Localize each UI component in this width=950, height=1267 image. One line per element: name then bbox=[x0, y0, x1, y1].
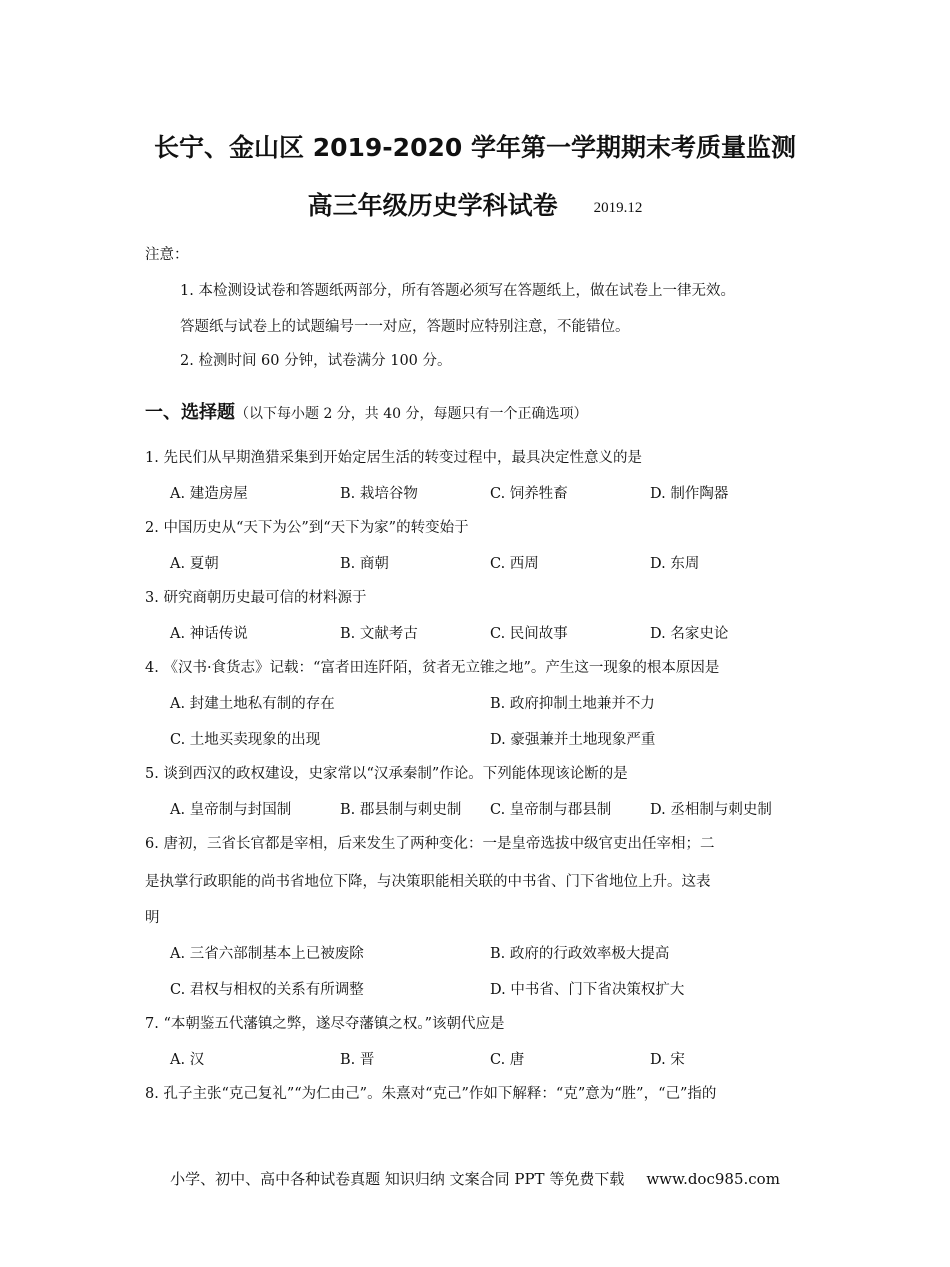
question-7-option-a: A. 汉 bbox=[170, 1052, 205, 1068]
question-1-option-c: C. 饲养牲畜 bbox=[490, 486, 568, 502]
question-5-stem: 5. 谈到西汉的政权建设，史家常以“汉承秦制”作论。下列能体现该论断的是 bbox=[145, 766, 628, 782]
question-6-stem-line-2: 是执掌行政职能的尚书省地位下降，与决策职能相关联的中书省、门下省地位上升。这表 bbox=[145, 874, 711, 890]
question-6-option-b: B. 政府的行政效率极大提高 bbox=[490, 946, 670, 962]
question-3-stem: 3. 研究商朝历史最可信的材料源于 bbox=[145, 590, 367, 606]
question-6-option-c: C. 君权与相权的关系有所调整 bbox=[170, 982, 364, 998]
question-5-option-a: A. 皇帝制与封国制 bbox=[170, 802, 292, 818]
question-7-option-c: C. 唐 bbox=[490, 1052, 525, 1068]
question-1-stem: 1. 先民们从早期渔猎采集到开始定居生活的转变过程中，最具决定性意义的是 bbox=[145, 450, 642, 466]
question-2-option-b: B. 商朝 bbox=[340, 556, 389, 572]
question-4-option-d: D. 豪强兼并土地现象严重 bbox=[490, 732, 656, 748]
section-title: 一、选择题 bbox=[145, 402, 235, 423]
question-5-option-d: D. 丞相制与刺史制 bbox=[650, 802, 772, 818]
question-6-option-d: D. 中书省、门下省决策权扩大 bbox=[490, 982, 685, 998]
question-5-option-b: B. 郡县制与刺史制 bbox=[340, 802, 462, 818]
question-1-option-b: B. 栽培谷物 bbox=[340, 486, 418, 502]
question-4-option-c: C. 土地买卖现象的出现 bbox=[170, 732, 321, 748]
question-4-option-a: A. 封建土地私有制的存在 bbox=[170, 696, 335, 712]
question-3-option-c: C. 民间故事 bbox=[490, 626, 568, 642]
section-heading bbox=[145, 398, 588, 424]
exam-subtitle bbox=[0, 186, 950, 222]
subject-title: 高三年级历史学科试卷 bbox=[307, 191, 558, 220]
question-1-option-a: A. 建造房屋 bbox=[170, 486, 248, 502]
page-footer bbox=[0, 1168, 950, 1189]
exam-title: 长宁、金山区 2019-2020 学年第一学期期末考质量监测 bbox=[154, 133, 796, 162]
section-note: （以下每小题 2 分，共 40 分，每题只有一个正确选项） bbox=[235, 406, 588, 422]
notice-item-1: 1. 本检测设试卷和答题纸两部分，所有答题必须写在答题纸上，做在试卷上一律无效。 bbox=[180, 283, 735, 299]
question-5-option-c: C. 皇帝制与郡县制 bbox=[490, 802, 612, 818]
footer-url: www.doc985.com bbox=[646, 1170, 780, 1188]
question-6-stem-line-3: 明 bbox=[145, 910, 160, 926]
footer-text: 小学、初中、高中各种试卷真题 知识归纳 文案合同 PPT 等免费下载 bbox=[170, 1170, 625, 1188]
question-1-option-d: D. 制作陶器 bbox=[650, 486, 729, 502]
notice-item-1-continued: 答题纸与试卷上的试题编号一一对应，答题时应特别注意，不能错位。 bbox=[180, 319, 630, 335]
question-2-option-c: C. 西周 bbox=[490, 556, 539, 572]
question-8-stem: 8. 孔子主张“克己复礼”“为仁由己”。朱熹对“克己”作如下解释：“克”意为“胜”，“己”指的 bbox=[145, 1086, 717, 1102]
notice-item-2: 2. 检测时间 60 分钟，试卷满分 100 分。 bbox=[180, 353, 452, 369]
question-3-option-b: B. 文献考古 bbox=[340, 626, 418, 642]
question-2-option-a: A. 夏朝 bbox=[170, 556, 219, 572]
question-4-option-b: B. 政府抑制土地兼并不力 bbox=[490, 696, 655, 712]
question-6-option-a: A. 三省六部制基本上已被废除 bbox=[170, 946, 364, 962]
question-7-option-b: B. 晋 bbox=[340, 1052, 375, 1068]
question-4-stem: 4. 《汉书·食货志》记载：“富者田连阡陌，贫者无立锥之地”。产生这一现象的根本原因是 bbox=[145, 660, 720, 676]
question-6-stem-line-1: 6. 唐初，三省长官都是宰相，后来发生了两种变化：一是皇帝选拔中级官吏出任宰相；二 bbox=[145, 836, 715, 852]
question-3-option-a: A. 神话传说 bbox=[170, 626, 248, 642]
exam-date: 2019.12 bbox=[593, 200, 643, 216]
question-7-stem: 7. “本朝鉴五代藩镇之弊，遂尽夺藩镇之权。”该朝代应是 bbox=[145, 1016, 505, 1032]
question-3-option-d: D. 名家史论 bbox=[650, 626, 729, 642]
question-2-stem: 2. 中国历史从“天下为公”到“天下为家”的转变始于 bbox=[145, 520, 469, 536]
question-2-option-d: D. 东周 bbox=[650, 556, 700, 572]
question-7-option-d: D. 宋 bbox=[650, 1052, 685, 1068]
notice-heading: 注意： bbox=[145, 247, 189, 263]
